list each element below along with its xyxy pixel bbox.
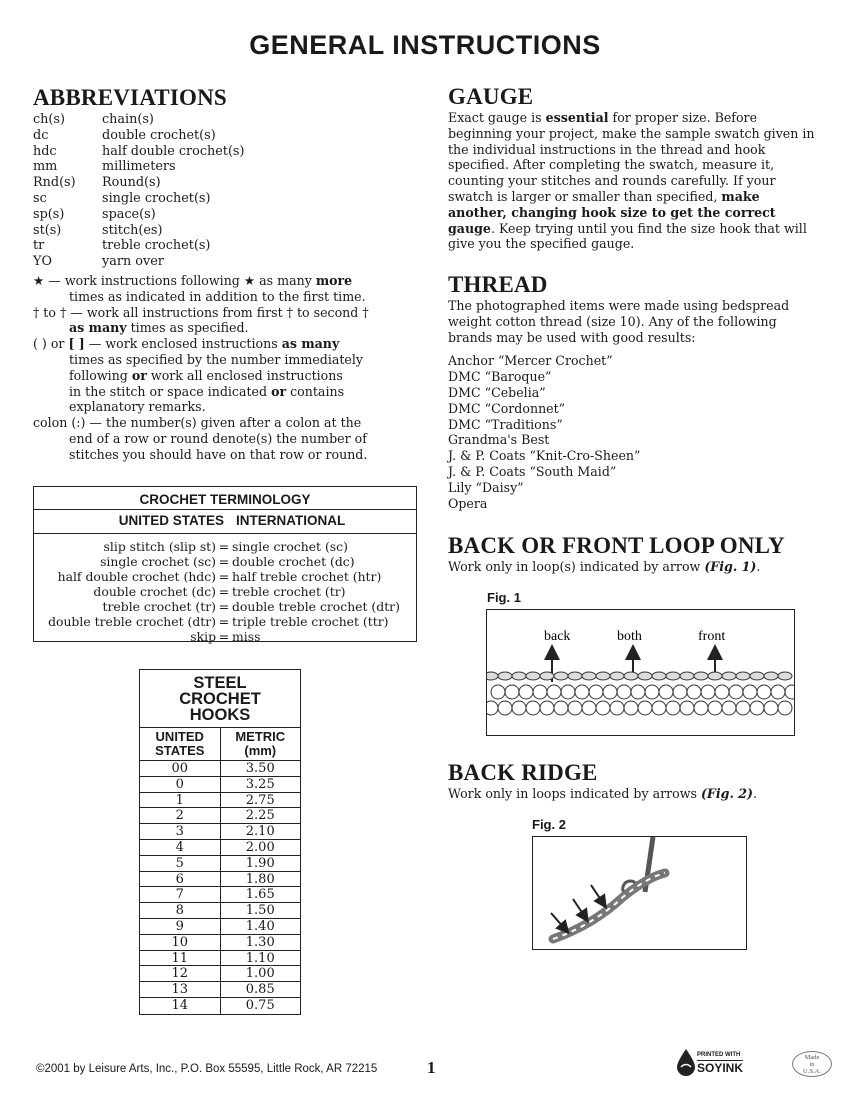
paren-note-i: in the stitch or space indicated [69,383,272,399]
terminology-eq: = [218,554,230,569]
hooks-metric-size: 2.25 [221,808,301,824]
abbreviation-key: YO [33,254,52,270]
stitch-loop [757,685,771,699]
stitch-loop [582,672,596,680]
ridge-arrow-3-icon [591,885,603,903]
stitch-loop [554,701,568,715]
hooks-row [140,808,300,824]
gauge-l3: the individual instructions in the thread and hook [448,141,766,157]
gauge-l5: counting your stitches and rounds carefully. If your [448,173,776,189]
hooks-metric-size: 1.30 [221,935,301,951]
hooks-title-2: CROCHET [179,690,261,708]
hooks-metric-size: 1.80 [221,872,301,888]
terminology-eq: = [218,629,230,644]
gauge-l1b: essential [545,110,609,125]
abbreviation-row [33,144,423,160]
fig1-illustration [486,609,795,736]
soy-ink-top: PRINTED WITH [697,1052,741,1058]
stitch-loop [526,672,540,680]
hooks-row [140,982,300,998]
stitch-loop [680,672,694,680]
hooks-metric-size: 2.75 [221,793,301,809]
abbreviation-value: double crochet(s) [102,127,216,143]
hooks-col-us [140,728,221,760]
hooks-us-size: 12 [140,966,221,982]
stitch-loop [666,672,680,680]
made-1: Made [804,1054,820,1061]
abbreviations-list [33,112,423,270]
stitch-loop [701,685,715,699]
stitch-loop [575,685,589,699]
hooks-col-us-2: STATES [155,743,205,758]
paren-note-d: as many [281,336,340,352]
hooks-title-3: HOOKS [189,706,251,724]
paren-note-a: ( ) or [33,336,69,352]
hooks-row [140,951,300,967]
hooks-us-size: 13 [140,982,221,998]
terminology-eq: = [218,599,230,614]
ridge-arrow-2-icon [573,899,585,917]
stitch-loop [610,672,624,680]
ridge-arrow-1-icon [551,913,565,929]
fig2-label: Fig. 2 [532,817,566,832]
soy-ink-logo [675,1048,747,1078]
stitch-loop [540,672,554,680]
gauge-l2: beginning your project, make the sample swatch given in [448,125,815,141]
abbreviation-value: millimeters [102,159,176,175]
abbreviation-row [33,128,423,144]
hooks-metric-size: 0.85 [221,982,301,998]
stitch-loop [631,685,645,699]
stitch-loop [764,672,778,680]
terminology-eq: = [218,614,230,629]
abbreviation-row [33,191,423,207]
stitch-loop [736,701,750,715]
soy-ink-main: SOYINK [697,1061,744,1075]
abbreviation-value: treble crochet(s) [102,238,211,254]
thread-brand: DMC “Baroque” [448,369,552,385]
abbreviation-key: sp(s) [33,206,65,222]
gauge-l8a: gauge [448,220,491,236]
paren-note-k: contains [286,383,345,399]
stitch-loop [498,701,512,715]
fig1-label: Fig. 1 [487,590,521,605]
hooks-row [140,935,300,951]
hooks-col-us-1: UNITED [155,729,204,744]
stitch-loop [652,701,666,715]
abbreviation-value: chain(s) [102,112,154,127]
ridge-heading: BACK RIDGE [448,760,598,785]
thread-brand: DMC “Cordonnet” [448,400,566,416]
hooks-us-size: 4 [140,840,221,856]
terminology-row [34,584,416,599]
hooks-row [140,777,300,793]
copyright: ©2001 by Leisure Arts, Inc., P.O. Box 55595, Little Rock, AR 72215 [36,1063,378,1075]
dagger-note-bold: as many [69,320,127,336]
hooks-us-size: 00 [140,761,221,777]
hooks-table [139,669,301,1015]
dagger-note-cont [33,320,433,336]
stitch-loop [638,701,652,715]
abbreviation-row [33,159,423,175]
stitch-diagram [487,610,794,735]
hooks-metric-size: 1.40 [221,919,301,935]
hooks-row [140,793,300,809]
stitch-loop [519,685,533,699]
hooks-metric-size: 3.50 [221,761,301,777]
paren-note-j: or [271,383,287,399]
stitch-loop [736,672,750,680]
stitch-loop [659,685,673,699]
star-note-cont: times as indicated in addition to the first time. [69,288,366,304]
loop-text-b: (Fig. 1) [704,559,757,574]
abbreviation-key: hdc [33,143,57,159]
stitch-loop [743,685,757,699]
thread-brand: Opera [448,495,488,511]
stitch-loop [512,701,526,715]
stitch-loop [561,685,575,699]
gauge-l7: another, changing hook size to get the correct [448,204,776,220]
hooks-metric-size: 0.75 [245,997,275,1013]
abbreviations-heading: ABBREVIATIONS [33,85,227,110]
terminology-col-us: UNITED STATES [118,513,224,528]
hooks-row [140,824,300,840]
hooks-us-size: 2 [140,808,221,824]
hooks-row [140,966,300,982]
hooks-row [140,761,300,777]
abbreviation-row [33,112,423,128]
abbreviation-key: ch(s) [33,112,65,127]
terminology-intl: half treble crochet (htr) [232,569,382,584]
paren-note-f: following [69,367,132,383]
abbreviation-row [33,238,423,254]
abbreviation-value: half double crochet(s) [102,143,245,159]
hooks-metric-size: 1.50 [221,903,301,919]
ridge-text [448,786,843,802]
stitch-loop [596,701,610,715]
abbreviation-key: Rnd(s) [33,175,76,191]
thread-brand: Anchor “Mercer Crochet” [448,353,613,369]
paren-note-h: work all enclosed instructions [146,367,343,383]
hooks-metric-size: 1.10 [221,951,301,967]
hooks-us-size: 6 [140,872,221,888]
terminology-intl: triple treble crochet (ttr) [232,614,389,629]
hooks-us-size: 11 [140,951,221,967]
hooks-col-metric-1: METRIC [235,729,286,744]
star-note [33,273,433,289]
chain-ridge-icon [553,873,665,939]
hook-diagram [533,837,746,949]
stitch-loop [491,685,505,699]
stitch-loop [652,672,666,680]
abbreviation-key: st(s) [33,222,62,238]
hooks-row [140,872,300,888]
hooks-title [140,670,300,728]
hooks-us-size: 10 [140,935,221,951]
thread-l2: weight cotton thread (size 10). Any of the following [448,313,777,329]
hooks-title-1: STEEL [193,674,247,692]
paren-note-c: — work enclosed instructions [84,336,282,352]
terminology-intl: treble crochet (tr) [232,584,346,599]
hooks-metric-size: 2.00 [221,840,301,856]
abbreviation-key: sc [33,190,47,206]
abbreviation-value: space(s) [102,206,156,222]
ridge-text-a: Work only in loops indicated by arrows [448,786,701,801]
terminology-eq: = [218,569,230,584]
thread-heading: THREAD [448,272,548,297]
hooks-col-metric-2: (mm) [244,743,277,758]
terminology-intl: single crochet (sc) [232,539,348,554]
stitch-loop [687,685,701,699]
terminology-intl: double crochet (dc) [232,554,355,569]
loop-text-a: Work only in loop(s) indicated by arrow [448,559,705,574]
hooks-us-size: 9 [140,919,221,935]
hooks-metric-size: 2.10 [221,824,301,840]
abbreviation-key: tr [33,238,45,254]
soy-drop-icon [675,1048,697,1076]
abbreviation-value: Round(s) [102,175,161,191]
star-note-bold: more [315,273,353,288]
stitch-loop [778,672,792,680]
stitch-loop [680,701,694,715]
hooks-row [140,856,300,872]
stitch-loop [673,685,687,699]
stitch-loop [729,685,743,699]
stitch-loop [603,685,617,699]
terminology-title: CROCHET TERMINOLOGY [139,492,311,507]
dagger-note: † to † — work all instructions from first † to second † [33,304,369,320]
gauge-l9: give you the specified gauge. [448,236,635,252]
stitch-loop [715,685,729,699]
thread-text [448,298,838,345]
stitch-loop [554,672,568,680]
stitch-loop [617,685,631,699]
made-2: in [809,1061,815,1068]
loop-text [448,559,843,575]
hooks-row [140,919,300,935]
paren-note-b: [ ] [68,336,85,352]
stitch-loop [624,701,638,715]
stitch-loop [568,672,582,680]
stitch-loop [533,685,547,699]
abbreviation-value: yarn over [102,254,164,270]
thread-section [448,272,838,511]
thread-brand: Lily “Daisy” [448,479,524,495]
hooks-row [140,840,300,856]
stitch-loop [498,672,512,680]
stitch-loop [596,672,610,680]
terminology-header [34,513,416,530]
terminology-us: slip stitch (slip st) [103,539,216,554]
terminology-us: half double crochet (hdc) [57,569,216,584]
divider [34,533,416,534]
page-number: 1 [427,1058,436,1077]
gauge-l6a: swatch is larger or smaller than specified, [448,188,722,204]
hooks-header [140,728,300,761]
hooks-us-size: 7 [140,887,221,903]
hooks-row [140,903,300,919]
ridge-section [448,760,843,802]
abbreviation-row [33,254,423,270]
thread-brand: Grandma's Best [448,432,550,448]
fig1-back-label: back [544,629,571,644]
stitch-loop [694,701,708,715]
fig1-front-label: front [698,629,726,644]
terminology-row [34,629,416,644]
gauge-text [448,110,838,252]
thread-brand: J. & P. Coats “Knit-Cro-Sheen” [448,448,641,464]
hooks-metric-size: 3.25 [221,777,301,793]
symbol-notes [33,273,433,463]
terminology-us: double crochet (dc) [93,584,216,599]
stitch-loop [568,701,582,715]
abbreviation-value: single crochet(s) [102,190,211,206]
stitch-loop [764,701,778,715]
stitch-loop [624,672,638,680]
hooks-us-size: 8 [140,903,221,919]
loop-section [448,533,843,575]
gauge-line8 [448,221,838,237]
stitch-loop [694,672,708,680]
hooks-rows [140,761,300,1014]
gauge-line [448,110,838,126]
ridge-text-c: . [752,786,757,801]
paren-note-line4 [33,384,433,400]
stitch-loop [540,701,554,715]
hooks-metric-size: 1.90 [221,856,301,872]
stitch-loop [750,672,764,680]
abbreviation-row [33,175,423,191]
fig2-illustration [532,836,747,950]
gauge-l1a: Exact gauge is [448,110,546,125]
thread-brand-list [448,353,838,511]
stitch-loop [750,701,764,715]
page-title: GENERAL INSTRUCTIONS [249,30,601,60]
thread-l1: The photographed items were made using bedspread [448,298,790,313]
stitch-loop [589,685,603,699]
stitch-loop [512,672,526,680]
stitch-loop [487,701,498,715]
gauge-heading: GAUGE [448,84,534,109]
colon-note-c: stitches you should have on that row or round. [69,446,368,462]
terminology-row [34,554,416,569]
gauge-line6 [448,189,838,205]
terminology-eq: = [218,539,230,554]
abbreviation-row [33,223,423,239]
loop-text-c: . [756,559,761,574]
hooks-row [140,998,300,1014]
chain-stitch-row [487,672,794,715]
thread-brand: DMC “Traditions” [448,416,563,432]
hooks-col-metric [221,728,301,760]
ridge-text-b: (Fig. 2) [700,786,753,801]
terminology-intl: miss [232,629,261,644]
gauge-section [448,84,838,252]
thread-l3: brands may be used with good results: [448,329,696,345]
fig1-both-label: both [617,629,642,644]
hooks-us-size: 5 [140,856,221,872]
terminology-us: skip [190,629,216,644]
terminology-rows [34,539,416,644]
gauge-l4: specified. After completing the swatch, measure it, [448,157,775,173]
terminology-row [34,599,416,614]
terminology-row [34,614,416,629]
stitch-loop [778,701,792,715]
terminology-table [33,486,417,642]
thread-brand: DMC “Cebelia” [448,384,546,400]
stitch-loop [666,701,680,715]
stitch-loop [771,685,785,699]
terminology-intl: double treble crochet (dtr) [232,599,400,614]
stitch-loop [722,701,736,715]
stitch-loop [526,701,540,715]
loop-heading: BACK OR FRONT LOOP ONLY [448,533,785,558]
hooks-metric-size: 1.00 [221,966,301,982]
stitch-loop [722,672,736,680]
made-in-usa-seal [792,1051,832,1077]
stitch-loop [610,701,624,715]
colon-note: colon (:) — the number(s) given after a colon at the [33,415,362,431]
abbreviation-value: stitch(es) [102,222,163,238]
terminology-row [34,539,416,554]
hooks-us-size: 1 [140,793,221,809]
hooks-row [140,887,300,903]
stitch-loop [505,685,519,699]
stitch-loop [638,672,652,680]
abbreviations-section [33,85,423,270]
gauge-l1c: for proper size. Before [608,110,758,125]
gauge-l6b: make [721,188,760,204]
terminology-col-intl: INTERNATIONAL [236,513,346,528]
star-note-text: ★ — work instructions following ★ as many [33,273,316,288]
stitch-loop [582,701,596,715]
paren-note-g: or [131,367,147,383]
dagger-note-text: times as specified. [126,320,249,336]
stitch-loop [785,685,794,699]
abbreviation-key: mm [33,159,58,175]
hooks-us-size: 0 [140,777,221,793]
paren-note-line3 [33,368,433,384]
terminology-us: single crochet (sc) [100,554,216,569]
terminology-us: treble crochet (tr) [102,599,216,614]
terminology-row [34,569,416,584]
hooks-metric-size: 1.65 [221,887,301,903]
hooks-us-size: 14 [140,998,221,1014]
abbreviation-row [33,207,423,223]
stitch-loop [708,672,722,680]
stitch-loop [547,685,561,699]
stitch-loop [645,685,659,699]
colon-note-b: end of a row or round denote(s) the number of [69,430,367,446]
terminology-eq: = [218,584,230,599]
hooks-us-size: 3 [140,824,221,840]
terminology-us: double treble crochet (dtr) [48,614,216,629]
stitch-loop [708,701,722,715]
abbreviation-key: dc [33,127,49,143]
stitch-loop [487,672,498,680]
paren-note-l: explanatory remarks. [69,399,206,415]
made-3: U.S.A. [803,1068,821,1075]
paren-note [33,336,433,352]
gauge-l8b: . Keep trying until you find the size hook that will [490,220,807,236]
thread-brand: J. & P. Coats “South Maid” [448,463,617,479]
paren-note-e: times as specified by the number immediately [69,351,364,367]
divider [34,509,416,510]
